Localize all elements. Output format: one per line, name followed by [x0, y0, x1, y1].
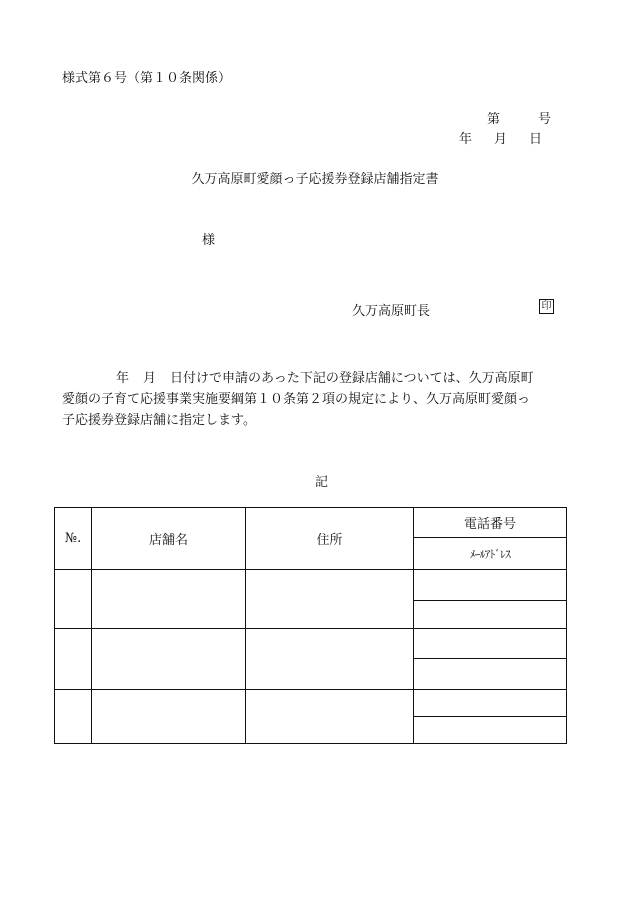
document-number [487, 108, 551, 127]
body-line-1-text: 日付けで申請のあった下記の登録店舗については、久万高原町 [170, 371, 534, 386]
header-no: №. [55, 508, 92, 570]
date-month-label: 月 [494, 132, 508, 147]
row-2-phone [414, 629, 567, 659]
date-day-label: 日 [529, 132, 543, 147]
form-number: 様式第６号（第１０条関係） [62, 71, 232, 86]
seal-mark: 印 [539, 299, 554, 314]
body-line-2: 愛顔の子育て応援事業実施要綱第１０条第２項の規定により、久万高原町愛顔っ [62, 392, 531, 407]
row-1-address [246, 570, 414, 629]
body-year-label: 年 [116, 371, 130, 386]
body-line-1 [62, 368, 574, 389]
issuer-name: 久万高原町長 [352, 304, 431, 319]
doc-number-suffix: 号 [538, 112, 552, 127]
addressee-suffix: 様 [202, 233, 216, 248]
header-store-name: 店舗名 [92, 508, 246, 570]
row-3-store-name [92, 690, 246, 744]
row-2-store-name [92, 629, 246, 690]
document-title: 久万高原町愛顔っ子応援券登録店舗指定書 [191, 172, 439, 187]
row-1-no [55, 570, 92, 629]
body-line-3: 子応援券登録店舗に指定します。 [62, 413, 256, 428]
row-2-email [414, 659, 567, 690]
header-email: ﾒｰﾙｱﾄﾞﾚｽ [414, 538, 567, 570]
document-date [459, 128, 542, 147]
body-month-label: 月 [143, 371, 157, 386]
row-3-address [246, 690, 414, 744]
doc-number-prefix: 第 [487, 112, 501, 127]
header-address: 住所 [246, 508, 414, 570]
row-1-email [414, 601, 567, 629]
row-1-phone [414, 570, 567, 601]
store-table [54, 507, 567, 744]
row-3-no [55, 690, 92, 744]
row-2-no [55, 629, 92, 690]
header-phone: 電話番号 [414, 508, 567, 538]
row-1-store-name [92, 570, 246, 629]
ki-heading: 記 [314, 475, 328, 490]
row-2-address [246, 629, 414, 690]
date-year-label: 年 [459, 132, 473, 147]
row-3-phone [414, 690, 567, 717]
row-3-email [414, 717, 567, 744]
body-paragraph [62, 368, 574, 431]
